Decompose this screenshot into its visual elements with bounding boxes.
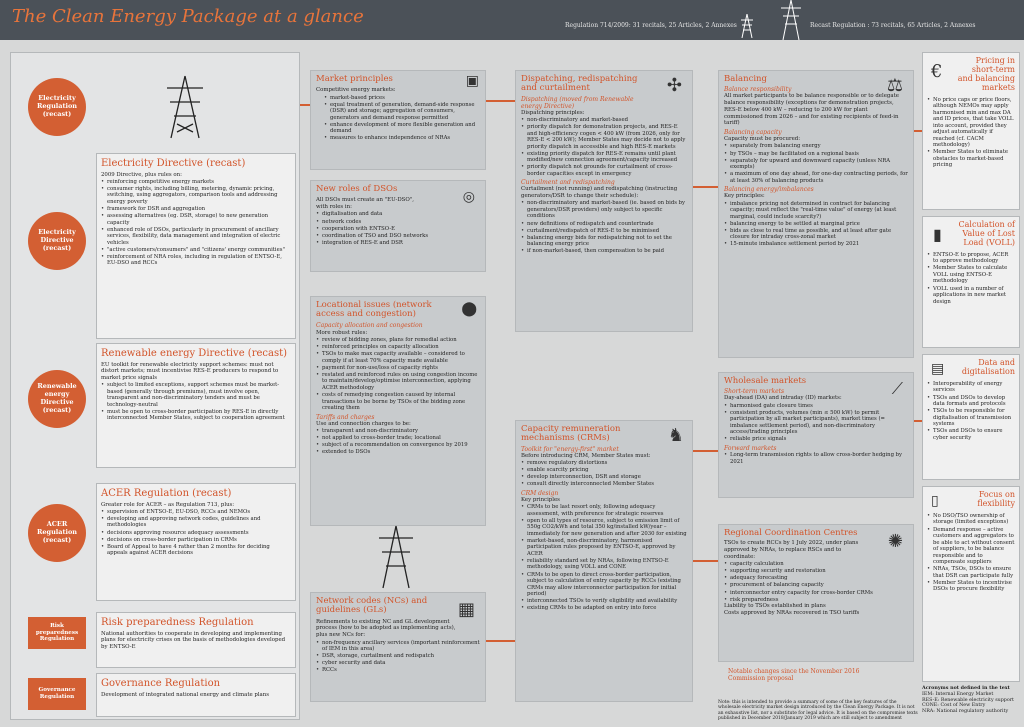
curtailment-list — [521, 200, 687, 254]
keypad-icon: ▦ — [457, 599, 475, 620]
list-item: • assessing alternatives (eg. DSR, storage) to new generation capacity — [101, 213, 291, 226]
balancing-card — [718, 70, 914, 358]
renewable-directive-badge: Renewable energy Directive (recast) — [28, 370, 86, 428]
list-item: • market-based, non-discriminatory, harmonised participation rules proposed by ENTSO-E, approved by ACER — [521, 538, 687, 558]
balancing-intro: All market participants to be balance responsible or to delegate balance responsibility (exceptions for demonstration projects, RES-E below 400 kW – reducing to 200 kW for plant commissioned from 2026 – and for existing recipients of feed-in tariff) — [724, 93, 899, 127]
flexibility-card — [922, 486, 1020, 682]
list-item: • separately for upward and downward capacity (unless NRA exempts) — [724, 158, 908, 171]
list-item: • reinforcement of NRA roles, including in regulation of ENTSO-E, EU-DSO and RCCs — [101, 254, 291, 267]
list-item: • Member States to eliminate obstacles to market-based pricing — [927, 149, 1015, 169]
list-item: • TSOs to make max capacity available – considered to comply if at least 70% capacity made available — [316, 351, 480, 364]
market-principles-title: Market principles — [316, 74, 393, 84]
renewable-directive-intro: EU toolkit for renewable electricity support schemes: must not distort markets; must incentivise RES-E producers to respond to market price signals — [101, 361, 279, 381]
list-item: • reliable price signals — [724, 436, 908, 443]
data-list — [927, 381, 1015, 441]
pylon-icon — [780, 0, 802, 40]
list-item: • digitalisation and data — [316, 211, 480, 218]
list-item: • coordination of TSO and DSO networks — [316, 233, 480, 240]
dso-roles-intro: All DSOs must create an "EU-DSO", with roles in: — [316, 197, 414, 211]
list-item: • NRAs, TSOs, DSOs to ensure that DSR can participate fully — [927, 566, 1015, 579]
list-item: • curtailment/redispatch of RES-E to be minimised — [521, 228, 687, 235]
network-codes-intro: Refinements to existing NC and GL development process (how to be adopted as implementing acts), plus new NCs for: — [316, 618, 456, 639]
europe-map-icon: ✺ — [887, 531, 903, 552]
list-item: • VOLL used in a number of applications in new market design — [927, 286, 1015, 306]
list-item: • transparent and non-discriminatory — [316, 428, 480, 435]
electricity-directive-card — [96, 153, 296, 339]
list-item: • integration of RES-E and DSR — [316, 240, 480, 247]
curtailment-subtitle: Curtailment and redispatching — [521, 179, 615, 187]
connector-line — [693, 450, 718, 452]
list-item: • restated and reinforced rules on using congestion income to maintain/develop/optimise interconnection, applying ACER methodology — [316, 372, 480, 392]
electricity-directive-list — [101, 179, 291, 267]
list-item: • cyber security and data — [316, 660, 480, 667]
electricity-regulation-badge: Electricity Regulation (recast) — [28, 78, 86, 136]
risk-preparedness-badge: Risk preparedness Regulation — [28, 617, 86, 649]
list-item: • separately from balancing energy — [724, 143, 908, 150]
risk-preparedness-text: National authorities to cooperate in developing and implementing plans for electricity crises on the basis of methodologies developed by ENTSO-E — [101, 630, 286, 650]
dispatching-intro: Dispatching principles: — [521, 109, 585, 116]
renewable-directive-card — [96, 343, 296, 468]
voll-list — [927, 252, 1015, 305]
list-item: • CRMs to be open to direct cross-border participation, subject to calculation of entry capacity by RCCs (existing CRMs may allow interconnector participation for initial period) — [521, 572, 687, 598]
list-item: • if non-market-based, then compensation to be paid — [521, 248, 687, 255]
acer-regulation-list — [101, 509, 291, 557]
list-item: • interconnector entry capacity for cross-border CRMs — [724, 590, 908, 597]
list-item: • existing CRMs to be adapted on entry into force — [521, 605, 687, 612]
wholesale-title: Wholesale markets — [724, 376, 807, 386]
list-item: • framework for DSR and aggregation — [101, 206, 291, 213]
list-item: • consumer rights, including billing, metering, dynamic pricing, switching, using aggregators, comparison tools and addressing energy poverty — [101, 186, 291, 206]
crm-design-intro: Key principles — [521, 496, 560, 503]
dso-roles-title: New roles of DSOs — [316, 184, 398, 194]
rcc-intro: TSOs to create RCCs by 1 July 2022, under plans approved by NRAs, to replace RSCs and to coordinate: — [724, 540, 859, 560]
list-item: • existing priority dispatch for RES-E remains until plant modified/new connection agreement/capacity increased — [521, 151, 687, 164]
list-item: • capacity calculation — [724, 561, 908, 568]
list-item: • reinforcing competitive energy markets — [101, 179, 291, 186]
crm-title: Capacity remuneration mechanisms (CRMs) — [521, 424, 621, 444]
pylon-icon — [378, 524, 414, 590]
risk-preparedness-card — [96, 612, 296, 668]
list-item: • subject of a recommendation on convergence by 2019 — [316, 442, 480, 449]
electricity-directive-badge: Electricity Directive (recast) — [28, 212, 86, 270]
euro-icon: € — [931, 61, 943, 82]
list-item: • extended to DSOs — [316, 449, 480, 456]
list-item: • review of bidding zones, plans for remedial action — [316, 337, 480, 344]
list-item: • decisions approving resource adequacy assessments — [101, 530, 291, 537]
list-item: • new definitions of redispatch and countertrade — [521, 221, 687, 228]
list-item: • decisions on cross-border participation in CRMs — [101, 537, 291, 544]
network-codes-list — [316, 640, 480, 674]
network-codes-title: Network codes (NCs) and guidelines (GLs) — [316, 596, 428, 616]
list-item: • ENTSO-E to propose, ACER to approve methodology — [927, 252, 1015, 265]
regulation-old-info: Regulation 714/2009: 31 recitals, 25 Articles, 2 Annexes — [565, 22, 737, 29]
crm-list — [521, 460, 687, 488]
wholesale-intro: Day-ahead (DA) and intraday (ID) markets: — [724, 395, 842, 402]
laptop-chart-icon: ▣ — [465, 73, 479, 89]
tariffs-list — [316, 428, 480, 456]
renewable-directive-list — [101, 382, 291, 422]
short-term-subtitle: Short-term markets — [724, 388, 785, 396]
market-principles-list — [316, 95, 480, 142]
rcc-card — [718, 524, 914, 662]
list-item: • TSOs to be responsible for digitalisation of transmission systems — [927, 408, 1015, 428]
runner-icon: ♞ — [667, 425, 684, 446]
acer-regulation-badge: ACER Regulation (recast) — [28, 504, 86, 562]
grid-icon: ▤ — [931, 361, 945, 377]
pylon-icon — [740, 14, 754, 38]
connector-line — [486, 100, 515, 102]
renewable-directive-title: Renewable energy Directive (recast) — [101, 348, 288, 359]
list-item: • harmonised gate closure times — [724, 403, 908, 410]
governance-title: Governance Regulation — [101, 678, 221, 689]
dispatching-card — [515, 70, 693, 332]
acronyms-title: Acronyms not defined in the text — [922, 685, 1010, 691]
acronym-item: NRA: National regulatory authority — [922, 709, 1009, 714]
list-item: • measures to enhance independence of NRAs — [324, 135, 480, 142]
forward-markets-subtitle: Forward markets — [724, 444, 777, 452]
list-item: • bids as close to real time as possible, and at least after gate closure for intraday cross-zonal market — [724, 228, 908, 241]
list-item: • cooperation with ENTSO-E — [316, 226, 480, 233]
dispatching-list — [521, 117, 687, 177]
list-item: • costs of remedying congestion caused by internal transactions to be borne by TSOs of the bidding zone creating them — [316, 392, 480, 412]
list-item: • reinforced principles on capacity allocation — [316, 344, 480, 351]
pricing-card — [922, 52, 1020, 210]
crm-design-list — [521, 504, 687, 612]
connector-line — [486, 640, 515, 642]
tariffs-intro: Use and connection charges to be: — [316, 420, 411, 427]
list-item: • subject to limited exceptions, support schemes must be market-based (generally through premiums), must involve open, transparent and non-discriminatory tenders and must be technology-neutral — [101, 382, 291, 408]
dso-roles-list — [316, 211, 480, 246]
wholesale-markets-card — [718, 372, 914, 498]
list-item: • must be open to cross-border participation by RES-E in directly interconnected Member States, subject to cooperation agreement — [101, 409, 291, 422]
acer-regulation-intro: Greater role for ACER – as Regulation 713, plus: — [101, 501, 235, 508]
list-item: • remove regulatory distortions — [521, 460, 687, 467]
list-item: • interconnected TSOs to verify eligibility and availability — [521, 598, 687, 605]
balancing-energy-list — [724, 201, 908, 248]
list-item: • Board of Appeal to have 4 rather than 2 months for deciding appeals against ACER decisions — [101, 544, 291, 557]
list-item: • Interoperability of energy services — [927, 381, 1015, 394]
list-item: • imbalance pricing not determined in contract for balancing capacity; must reflect the "real-time value" of energy (at least marginal, could include scarcity?) — [724, 201, 908, 221]
voll-card — [922, 216, 1020, 348]
locational-list — [316, 337, 480, 411]
list-item: • developing and approving network codes, guidelines and methodologies — [101, 516, 291, 529]
market-principles-card — [310, 70, 486, 170]
balance-responsibility-subtitle: Balance responsibility — [724, 86, 792, 94]
connector-line — [300, 104, 310, 106]
market-principles-intro: Competitive energy markets: — [316, 87, 396, 94]
network-codes-card — [310, 592, 486, 702]
forward-markets-list — [724, 452, 908, 465]
governance-badge: Governance Regulation — [28, 678, 86, 710]
list-item: • non-discriminatory and market-based (ie. based on bids by generators/DSR providers) only subject to specific conditions — [521, 200, 687, 220]
dispatching-title: Dispatching, redispatching and curtailment — [521, 74, 638, 94]
list-item: • consistent products, volumes (min ≤ 500 kW) to permit participation by all market participants), market times (= imbalance settlement period), and non-discriminatory access/trading principles — [724, 410, 908, 436]
list-item: • Long-term transmission rights to allow cross-border hedging by 2021 — [724, 452, 908, 465]
list-item: • DSR, storage, curtailment and redispatch — [316, 653, 480, 660]
data-title: Data and digitalisation — [961, 358, 1015, 376]
acronym-item: RES-E: Renewable electricity support — [922, 697, 1014, 703]
location-pin-icon: ⬤ — [461, 301, 477, 317]
tariffs-subtitle: Tariffs and charges — [316, 413, 375, 421]
list-item: • supporting security and restoration — [724, 568, 908, 575]
list-item: • a maximum of one day ahead, for one-day contracting periods, for at least 30% of balancing products — [724, 171, 908, 184]
connector-line — [914, 420, 922, 422]
acronym-item: IEM: Internal Energy Market — [922, 691, 994, 697]
list-item: • "active customers/consumers" and "citizens' energy communities" — [101, 247, 291, 254]
wind-turbine-icon: ✣ — [666, 75, 682, 96]
list-item: • non-discriminatory and market-based — [521, 117, 687, 124]
list-item: • adequacy forecasting — [724, 575, 908, 582]
list-item: • market-based prices — [324, 95, 480, 102]
acer-regulation-card — [96, 483, 296, 601]
list-item: • consult directly interconnected Member States — [521, 481, 687, 488]
rcc-title: Regional Coordination Centres — [724, 528, 858, 538]
list-item: • No DSO/TSO ownership of storage (limited exceptions) — [927, 513, 1015, 526]
balancing-title: Balancing — [724, 74, 767, 84]
rcc-liability: Liability to TSOs established in plans — [724, 603, 826, 610]
list-item: • develop interconnection, DSR and storage — [521, 474, 687, 481]
list-item: • TSOs and DSOs to develop data formats and protocols — [927, 395, 1015, 408]
curtailment-intro: Curtailment (not running) and redispatching (instructing generators/DSR to change their schedule): — [521, 186, 678, 200]
balancing-capacity-list — [724, 143, 908, 184]
voll-title: Calculation of Value of Lost Load (VOLL) — [958, 220, 1015, 247]
locational-issues-title: Locational issues (network access and congestion) — [316, 300, 432, 320]
list-item: • CRMs to be last resort only, following adequacy assessment, with preference for strategic reserves — [521, 504, 687, 517]
candle-icon: ▮ — [933, 225, 942, 244]
scales-icon: ⚖ — [886, 75, 903, 96]
list-item: • by TSOs – may be facilitated on a regional basis — [724, 151, 908, 158]
list-item: • network codes — [316, 219, 480, 226]
wholesale-list — [724, 403, 908, 443]
balancing-energy-subtitle: Balancing energy/imbalances — [724, 186, 814, 194]
connector-line — [693, 186, 718, 188]
list-item: • No price caps or price floors, although NEMOs may apply harmonised min and max DA and ID prices, that take VOLL into account, provided they adjust automatically if reached (cf. CACM methodology) — [927, 97, 1015, 149]
regulation-recast-info: Recast Regulation : 73 recitals, 65 Articles, 2 Annexes — [810, 22, 976, 29]
list-item: • procurement of balancing capacity — [724, 582, 908, 589]
balancing-capacity-intro: Capacity must be procured: — [724, 136, 801, 143]
list-item: • open to all types of resource, subject to emission limit of 550g CO2/kWh and total 350 kg/installed kW/year – immediately for new generation and after 2030 for existing — [521, 518, 687, 538]
acronyms-block — [922, 686, 1022, 715]
list-item: • TSOs and DSOs to ensure cyber security — [927, 428, 1015, 441]
list-item: • RCCs — [316, 667, 480, 674]
electricity-directive-intro: 2009 Directive, plus rules on: — [101, 171, 182, 178]
data-digitalisation-card — [922, 354, 1020, 480]
acronym-item: CONE: Cost of New Entry — [922, 703, 986, 709]
list-item: • priority dispatch not grounds for curtailment of cross-border capacities except in emergency — [521, 164, 687, 177]
list-item: • balancing energy to be settled at marginal price — [724, 221, 908, 228]
header-bar — [0, 0, 1024, 40]
footer-note: Note: this is intended to provide a summary of some of the key features of the wholesale electricity market design introduced by the Clean Energy Package. It is not an exhaustive list, nor a substitute for legal advice. It is based on the compromise texts published in December 2018/January 2019 which are still subject to amendment — [718, 700, 918, 722]
list-item: • reliability standard set by NRAs, following ENTSO-E methodology, using VOLL and CONE — [521, 558, 687, 571]
list-item: • Member States to incentivise DSOs to procure flexibility — [927, 580, 1015, 593]
crm-intro: Before introducing CRM, Member States must: — [521, 452, 651, 459]
list-item: • non-frequency ancillary services (important reinforcement of IEM in this area) — [316, 640, 480, 653]
page-title: The Clean Energy Package at a glance — [12, 6, 364, 27]
list-item: • enhance development of more flexible generation and demand — [324, 122, 480, 135]
flexibility-list — [927, 513, 1015, 593]
list-item: • supervision of ENTSO-E, EU-DSO, RCCs and NEMOs — [101, 509, 291, 516]
pricing-list — [927, 97, 1015, 169]
dso-roles-card — [310, 180, 486, 272]
governance-text: Development of integrated national energy and climate plans — [101, 691, 270, 698]
crm-design-subtitle: CRM design — [521, 489, 559, 497]
pricing-title: Pricing in short-term and balancing markets — [957, 56, 1015, 92]
list-item: • enable scarcity pricing — [521, 467, 687, 474]
crm-card — [515, 420, 693, 702]
capacity-allocation-subtitle: Capacity allocation and congestion — [316, 321, 423, 329]
list-item: • risk preparedness — [724, 597, 908, 604]
list-item: • balancing energy bids for redispatching not to set the balancing energy price — [521, 235, 687, 248]
electricity-directive-title: Electricity Directive (recast) — [101, 158, 246, 169]
balancing-capacity-subtitle: Balancing capacity — [724, 129, 782, 137]
balancing-energy-intro: Key principles: — [724, 193, 765, 200]
risk-preparedness-title: Risk preparedness Regulation — [101, 617, 254, 628]
list-item: • 15-minute imbalance settlement period by 2021 — [724, 241, 908, 248]
list-item: • Member States to calculate VOLL using ENTSO-E methodology — [927, 265, 1015, 285]
notable-changes-note: Notable changes since the November 2016 Commission proposal — [728, 668, 860, 683]
pylon-icon — [165, 74, 205, 140]
connector-line — [914, 130, 922, 132]
connector-line — [693, 560, 718, 562]
rcc-costs: Costs approved by NRAs recovered in TSO tariffs — [724, 609, 860, 616]
dispatching-subtitle: Dispatching (moved from Renewable energy Directive) — [521, 95, 634, 110]
line-chart-icon: ⟋ — [891, 379, 903, 398]
list-item: • payment for non-use/loss of capacity rights — [316, 365, 480, 372]
gauge-icon: ◎ — [462, 189, 475, 205]
list-item: • Demand response – active customers and aggregators to be able to act without consent of suppliers, to be balance responsible and to compensate suppliers — [927, 527, 1015, 566]
acer-regulation-title: ACER Regulation (recast) — [101, 488, 232, 499]
governance-card — [96, 673, 296, 717]
locational-intro: More robust rules: — [316, 329, 368, 336]
list-item: • priority dispatch for demonstration projects, and RES-E and high-efficiency cogen < 400 kW (from 2026, only for RES-E < 200 kW); Member States may decide not to apply priority dispatch in accessible and high RES-E markets — [521, 124, 687, 150]
locational-issues-card — [310, 296, 486, 526]
list-item: • enhanced role of DSOs, particularly in procurement of ancillary services, flexibility, data management and integration of electric vehicles — [101, 227, 291, 247]
rcc-list — [724, 561, 908, 603]
list-item: • not applied to cross-border trade; locational — [316, 435, 480, 442]
list-item: • equal treatment of generation, demand-side response (DSR) and storage; aggregation of consumers, generators and demand response permitted — [324, 102, 480, 122]
crm-subtitle: Toolkit for "energy-first" market — [521, 445, 619, 453]
battery-icon: ▯ — [931, 493, 939, 509]
flexibility-title: Focus on flexibility — [977, 490, 1015, 508]
